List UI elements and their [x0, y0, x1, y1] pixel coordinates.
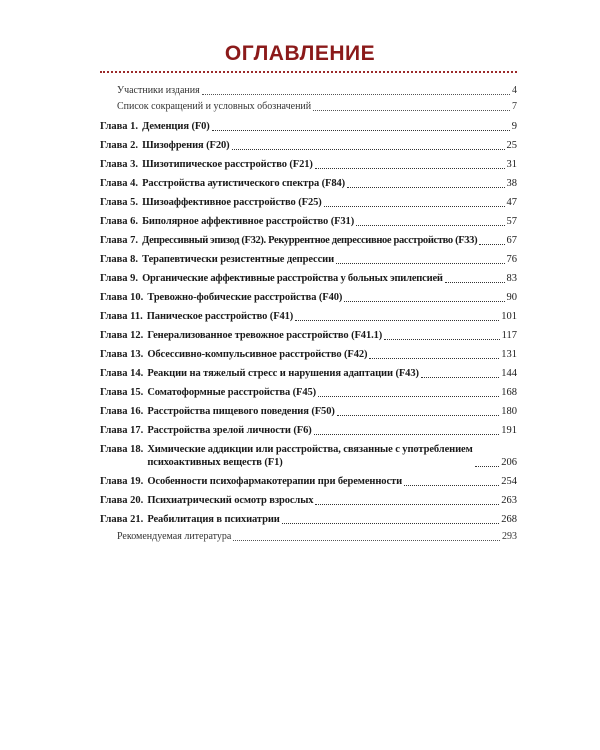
dot-leader	[336, 255, 504, 264]
chapter-number: Глава 16.	[100, 406, 144, 417]
chapter-title: Шизофрения (F20)	[142, 140, 230, 151]
toc-page-number: 180	[501, 406, 517, 417]
chapter-number: Глава 9.	[100, 273, 139, 284]
dot-leader	[202, 86, 510, 95]
dot-leader	[384, 331, 499, 340]
chapter-number: Глава 19.	[100, 476, 144, 487]
toc-entry-title: Рекомендуемая литература	[117, 531, 232, 542]
chapter-number: Глава 2.	[100, 140, 139, 151]
dot-leader	[314, 426, 500, 435]
dot-leader	[369, 350, 499, 359]
chapter-title: Деменция (F0)	[142, 121, 210, 132]
toc-chapter-4[interactable]	[100, 177, 517, 190]
chapter-title: Биполярное аффективное расстройство (F31)	[142, 216, 355, 227]
chapter-number: Глава 17.	[100, 425, 144, 436]
chapter-number: Глава 14.	[100, 368, 144, 379]
dot-leader	[421, 369, 499, 378]
dot-leader	[232, 141, 505, 150]
toc-page-number: 57	[506, 216, 517, 227]
dot-leader	[404, 477, 499, 486]
toc-chapter-20[interactable]	[100, 494, 517, 507]
dot-leader	[347, 179, 504, 188]
toc-chapter-10[interactable]	[100, 291, 517, 304]
chapter-number: Глава 13.	[100, 349, 144, 360]
dot-leader	[295, 312, 499, 321]
toc-page-number: 263	[501, 495, 517, 506]
chapter-number: Глава 15.	[100, 387, 144, 398]
chapter-number: Глава 7.	[100, 235, 139, 246]
toc-page-number: 25	[506, 140, 517, 151]
chapter-number: Глава 8.	[100, 254, 139, 265]
toc-page-number: 9	[511, 121, 517, 132]
toc-chapter-12[interactable]	[100, 329, 517, 342]
toc-entry-contributors[interactable]	[100, 84, 517, 97]
toc-chapter-7[interactable]	[100, 234, 517, 247]
toc-chapter-11[interactable]	[100, 310, 517, 323]
chapter-number: Глава 10.	[100, 292, 144, 303]
chapter-title	[147, 443, 472, 469]
toc-chapter-16[interactable]	[100, 405, 517, 418]
chapter-title-line-1: Химические аддикции или расстройства, связанные с употреблением	[147, 444, 473, 455]
page-title: ОГЛАВЛЕНИЕ	[224, 42, 376, 65]
chapter-title: Органические аффективные расстройства у больных эпилепсией	[142, 273, 443, 284]
chapter-title: Обсессивно-компульсивное расстройство (F42)	[147, 349, 368, 360]
dot-leader	[479, 236, 504, 245]
chapter-title: Тревожно-фобические расстройства (F40)	[147, 292, 343, 303]
toc-page-number: 101	[501, 311, 517, 322]
chapter-number: Глава 1.	[100, 121, 139, 132]
chapter-title-line-2: психоактивных веществ (F1)	[147, 457, 283, 468]
chapter-title: Депрессивный эпизод (F32). Рекуррентное депрессивное расстройство (F33)	[142, 235, 478, 246]
toc-chapter-17[interactable]	[100, 424, 517, 437]
toc-entry-abbreviations[interactable]	[100, 100, 517, 113]
chapter-number: Глава 18.	[100, 444, 144, 455]
toc-chapter-19[interactable]	[100, 475, 517, 488]
toc-page-number: 293	[502, 531, 517, 542]
dot-leader	[356, 217, 504, 226]
toc-chapter-14[interactable]	[100, 367, 517, 380]
chapter-title: Психиатрический осмотр взрослых	[147, 495, 314, 506]
chapter-title: Генерализованное тревожное расстройство (F41.1)	[147, 330, 383, 341]
chapter-number: Глава 6.	[100, 216, 139, 227]
chapter-title: Шизотипическое расстройство (F21)	[142, 159, 313, 170]
dot-leader	[212, 122, 510, 131]
chapter-number: Глава 11.	[100, 311, 143, 322]
toc-page-number: 254	[501, 476, 517, 487]
toc-page-number: 83	[506, 273, 517, 284]
toc-entry-references[interactable]	[100, 530, 517, 543]
toc-chapter-15[interactable]	[100, 386, 517, 399]
toc-chapter-1[interactable]	[100, 120, 517, 133]
chapter-title: Расстройства зрелой личности (F6)	[147, 425, 312, 436]
dot-leader	[475, 458, 500, 467]
toc-entry-title: Список сокращений и условных обозначений	[117, 101, 312, 112]
chapter-title: Реакции на тяжелый стресс и нарушения адаптации (F43)	[147, 368, 419, 379]
toc-page-number: 4	[512, 85, 517, 96]
table-of-contents	[100, 84, 517, 546]
toc-page-number: 7	[512, 101, 517, 112]
dot-leader	[337, 407, 499, 416]
chapter-number: Глава 5.	[100, 197, 139, 208]
toc-page-number: 206	[501, 457, 517, 468]
chapter-title: Реабилитация в психиатрии	[147, 514, 280, 525]
chapter-number: Глава 12.	[100, 330, 144, 341]
chapter-title: Терапевтически резистентные депрессии	[142, 254, 335, 265]
toc-page-number: 117	[501, 330, 517, 341]
chapter-title: Шизоаффективное расстройство (F25)	[142, 197, 322, 208]
toc-chapter-5[interactable]	[100, 196, 517, 209]
toc-chapter-13[interactable]	[100, 348, 517, 361]
toc-page-number: 67	[506, 235, 517, 246]
dot-leader	[344, 293, 504, 302]
chapter-title: Расстройства пищевого поведения (F50)	[147, 406, 335, 417]
toc-page-number: 38	[506, 178, 517, 189]
toc-chapter-3[interactable]	[100, 158, 517, 171]
dot-leader	[233, 532, 500, 541]
dot-leader	[324, 198, 505, 207]
dot-leader	[318, 388, 499, 397]
dot-leader	[315, 160, 505, 169]
title-divider	[100, 71, 517, 73]
toc-chapter-2[interactable]	[100, 139, 517, 152]
toc-chapter-8[interactable]	[100, 253, 517, 266]
chapter-number: Глава 4.	[100, 178, 139, 189]
chapter-number: Глава 21.	[100, 514, 144, 525]
toc-page-number: 268	[501, 514, 517, 525]
toc-page-number: 31	[506, 159, 517, 170]
toc-page-number: 144	[501, 368, 517, 379]
toc-page-number: 131	[501, 349, 517, 360]
chapter-title: Паническое расстройство (F41)	[146, 311, 294, 322]
chapter-number: Глава 20.	[100, 495, 144, 506]
dot-leader	[315, 496, 499, 505]
chapter-title: Расстройства аутистического спектра (F84)	[142, 178, 346, 189]
toc-page-number: 47	[506, 197, 517, 208]
toc-page-number: 168	[501, 387, 517, 398]
chapter-number: Глава 3.	[100, 159, 139, 170]
toc-chapter-6[interactable]	[100, 215, 517, 228]
toc-page-number: 90	[506, 292, 517, 303]
toc-chapter-9[interactable]	[100, 272, 517, 285]
chapter-title: Особенности психофармакотерапии при беременности	[147, 476, 403, 487]
toc-page-number: 76	[506, 254, 517, 265]
toc-chapter-18[interactable]	[100, 443, 517, 469]
toc-chapter-21[interactable]	[100, 513, 517, 526]
dot-leader	[445, 274, 505, 283]
toc-entry-title: Участники издания	[117, 85, 200, 96]
dot-leader	[282, 515, 500, 524]
chapter-title: Соматоформные расстройства (F45)	[147, 387, 317, 398]
dot-leader	[313, 102, 510, 111]
toc-page-number: 191	[501, 425, 517, 436]
